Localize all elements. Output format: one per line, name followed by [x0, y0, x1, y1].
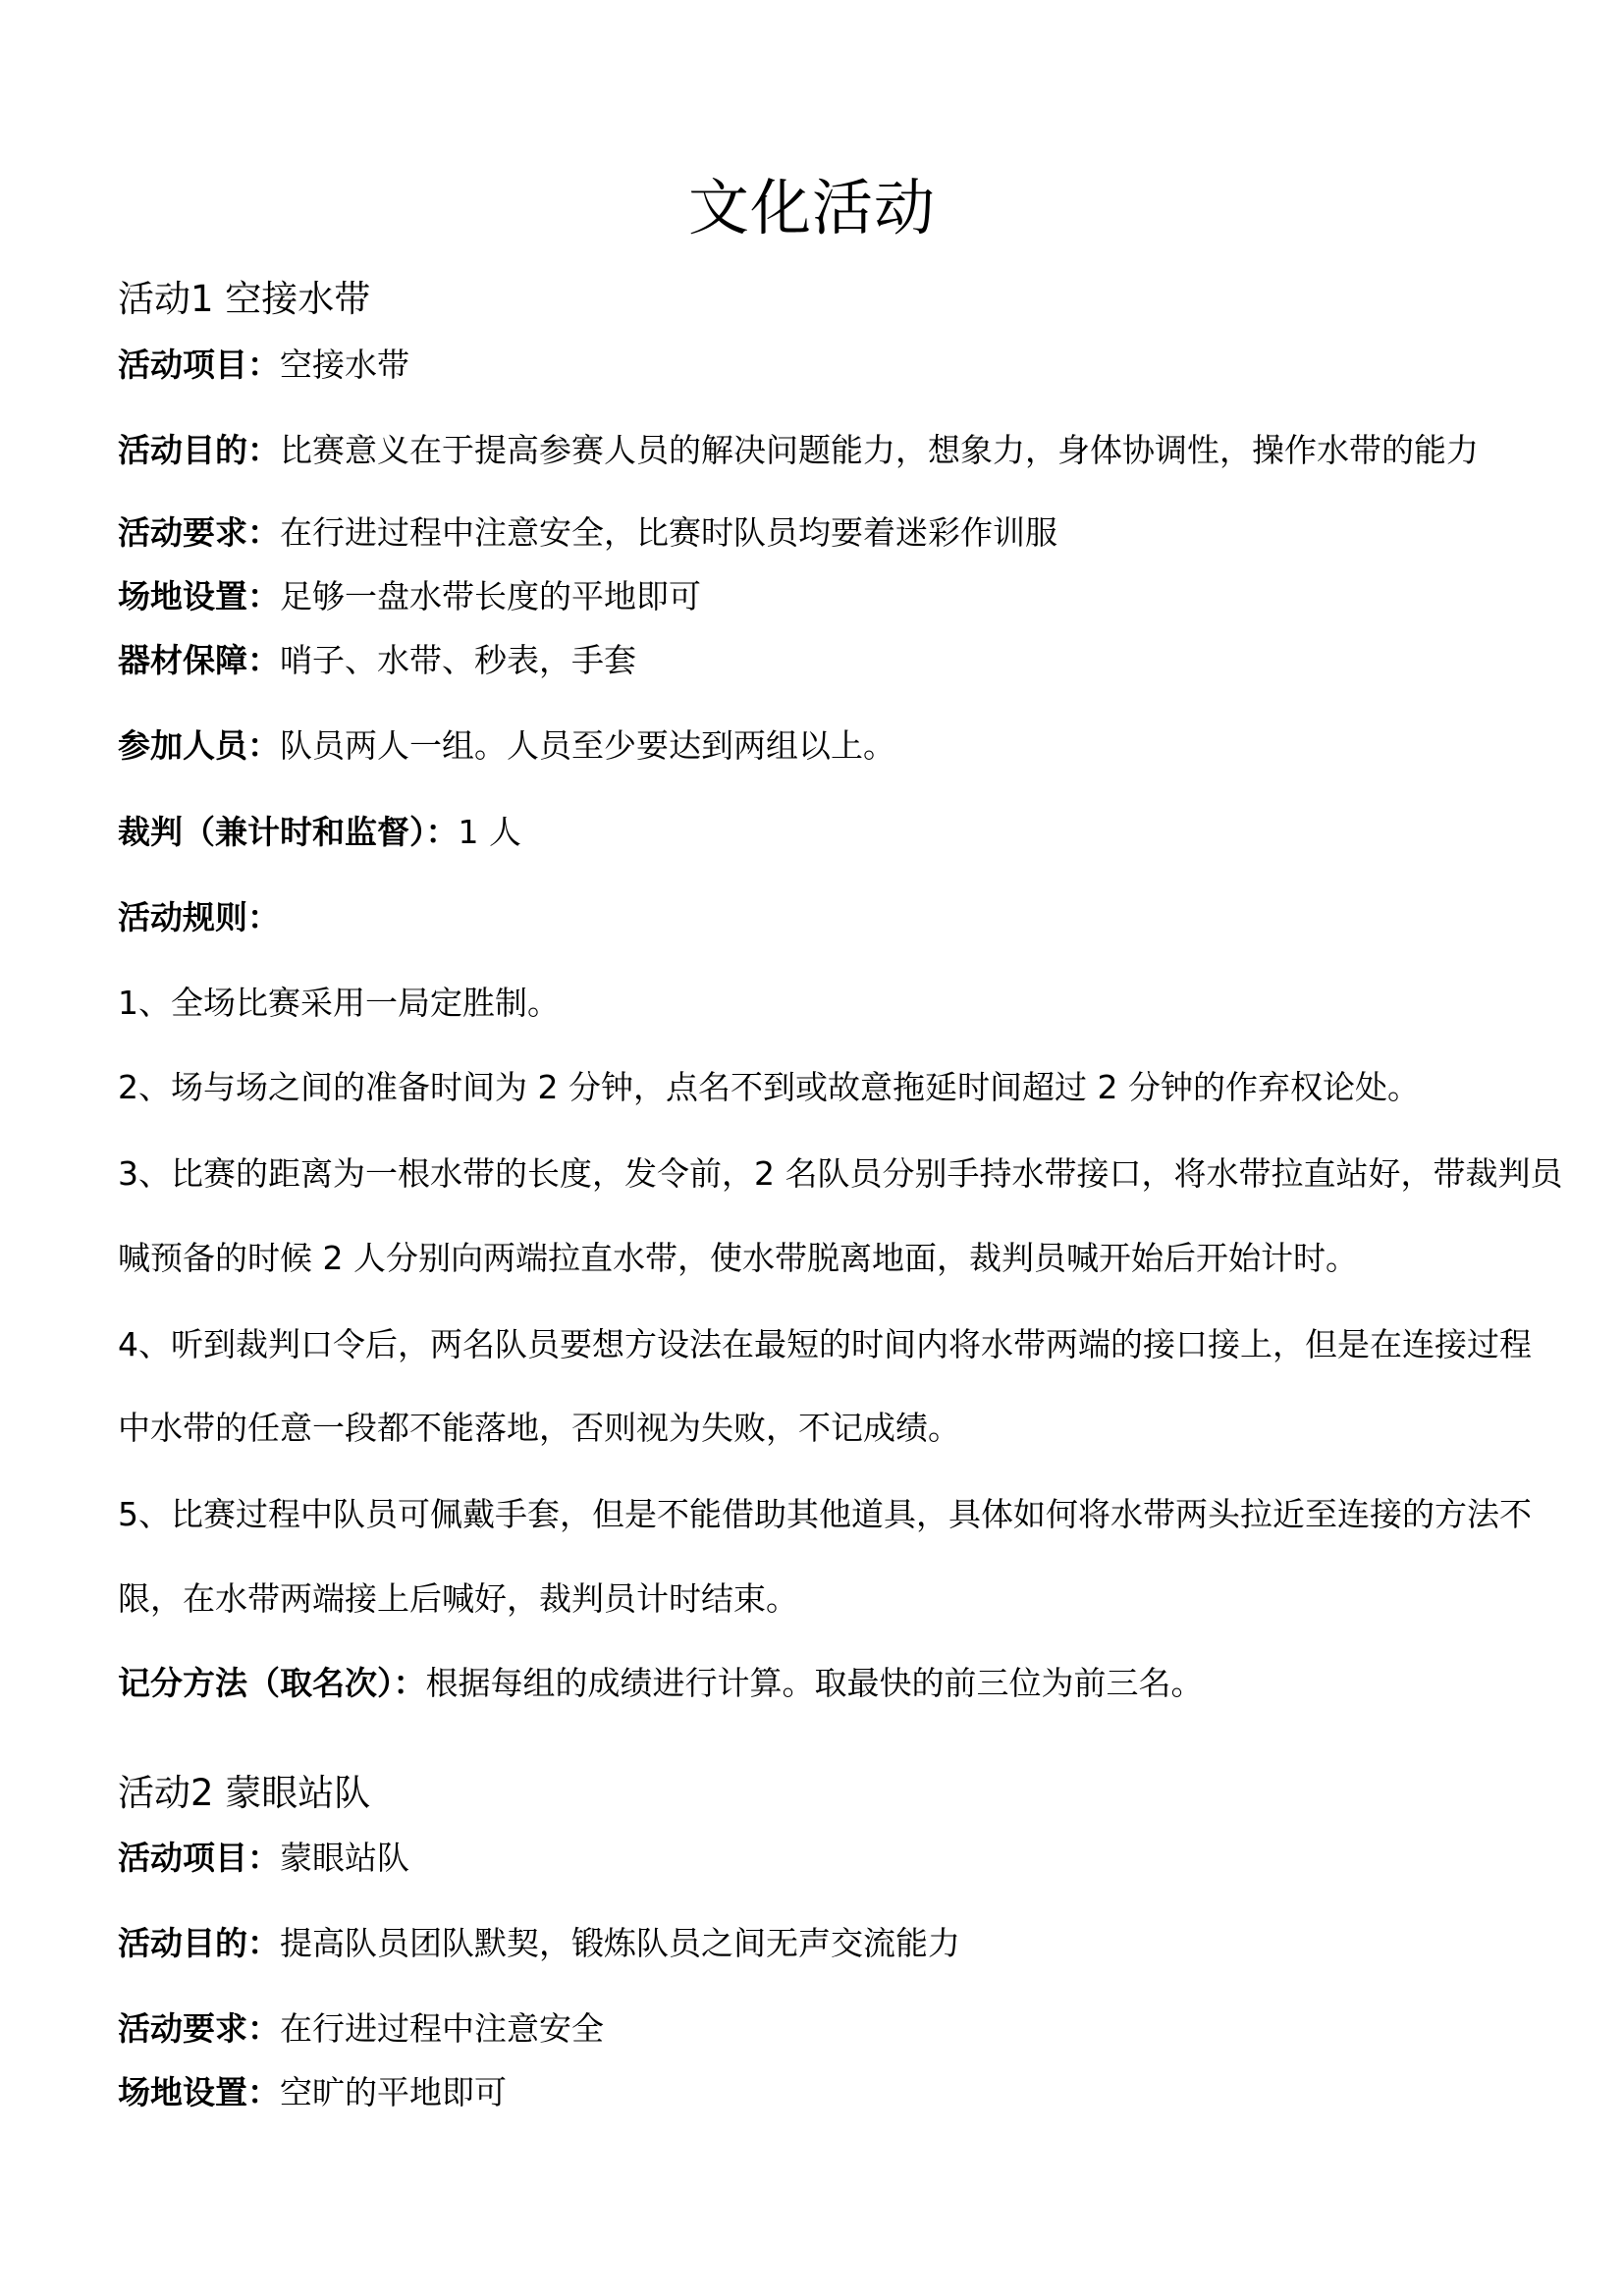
activity-1-project — [118, 344, 409, 387]
activity-1-scoring — [118, 1662, 1204, 1705]
field-label: 场地设置： — [118, 2073, 280, 2111]
field-label: 参加人员： — [118, 726, 280, 765]
rule-5-line-2: 限，在水带两端接上后喊好，裁判员计时结束。 — [118, 1579, 798, 1618]
activity-1-equipment — [118, 639, 636, 682]
field-value: 在行进过程中注意安全，比赛时队员均要着迷彩作训服 — [280, 513, 1057, 552]
rule-5-line-1: 5、比赛过程中队员可佩戴手套，但是不能借助其他道具，具体如何将水带两头拉近至连接的方法不 — [118, 1495, 1532, 1533]
rule-1-line-1: 1、全场比赛采用一局定胜制。 — [118, 984, 560, 1022]
activity-1-venue — [118, 575, 701, 618]
field-label: 活动要求： — [118, 513, 280, 552]
activity-1-requirement — [118, 511, 1057, 555]
field-value: 1 人 — [458, 813, 521, 851]
field-label: 器材保障： — [118, 641, 280, 679]
field-value: 空接水带 — [280, 346, 409, 384]
field-value: 队员两人一组。人员至少要达到两组以上。 — [280, 726, 895, 765]
field-value: 空旷的平地即可 — [280, 2073, 507, 2111]
activity-1-heading: 活动1 空接水带 — [118, 278, 371, 320]
field-value: 在行进过程中注意安全 — [280, 2009, 604, 2048]
activity-2-venue — [118, 2071, 507, 2114]
field-label: 活动项目： — [118, 346, 280, 384]
activity-1-rules-label — [118, 896, 280, 939]
field-label: 活动目的： — [118, 431, 280, 469]
activity-2-requirement — [118, 2007, 604, 2051]
rule-3-line-2: 喊预备的时候 2 人分别向两端拉直水带，使水带脱离地面，裁判员喊开始后开始计时。 — [118, 1239, 1358, 1277]
field-label: 活动项目： — [118, 1839, 280, 1877]
rule-3-line-1: 3、比赛的距离为一根水带的长度，发令前，2 名队员分别手持水带接口，将水带拉直站好，带裁判员 — [118, 1154, 1563, 1193]
activity-1-participants — [118, 724, 895, 768]
field-label: 活动要求： — [118, 2009, 280, 2048]
field-label: 裁判（兼计时和监督）： — [118, 813, 459, 851]
field-label: 记分方法（取名次）： — [118, 1664, 426, 1702]
document-title: 文化活动 — [687, 172, 936, 243]
field-value: 足够一盘水带长度的平地即可 — [280, 577, 701, 615]
activity-1-referee — [118, 811, 521, 854]
field-value: 蒙眼站队 — [280, 1839, 409, 1877]
field-value: 根据每组的成绩进行计算。取最快的前三位为前三名。 — [425, 1664, 1204, 1702]
activity-2-purpose — [118, 1922, 960, 1965]
field-label: 活动规则： — [118, 898, 280, 936]
field-label: 活动目的： — [118, 1924, 280, 1962]
activity-2-heading: 活动2 蒙眼站队 — [118, 1772, 371, 1814]
field-value: 哨子、水带、秒表，手套 — [280, 641, 636, 679]
field-value: 比赛意义在于提高参赛人员的解决问题能力，想象力，身体协调性，操作水带的能力 — [280, 431, 1479, 469]
rule-2-line-1: 2、场与场之间的准备时间为 2 分钟，点名不到或故意拖延时间超过 2 分钟的作弃权论处。 — [118, 1068, 1420, 1106]
field-label: 场地设置： — [118, 577, 280, 615]
rule-4-line-2: 中水带的任意一段都不能落地，否则视为失败，不记成绩。 — [118, 1409, 960, 1447]
activity-1-purpose — [118, 429, 1479, 472]
field-value: 提高队员团队默契，锻炼队员之间无声交流能力 — [280, 1924, 960, 1962]
activity-2-project — [118, 1837, 409, 1880]
rule-4-line-1: 4、听到裁判口令后，两名队员要想方设法在最短的时间内将水带两端的接口接上，但是在连接过程 — [118, 1325, 1532, 1363]
